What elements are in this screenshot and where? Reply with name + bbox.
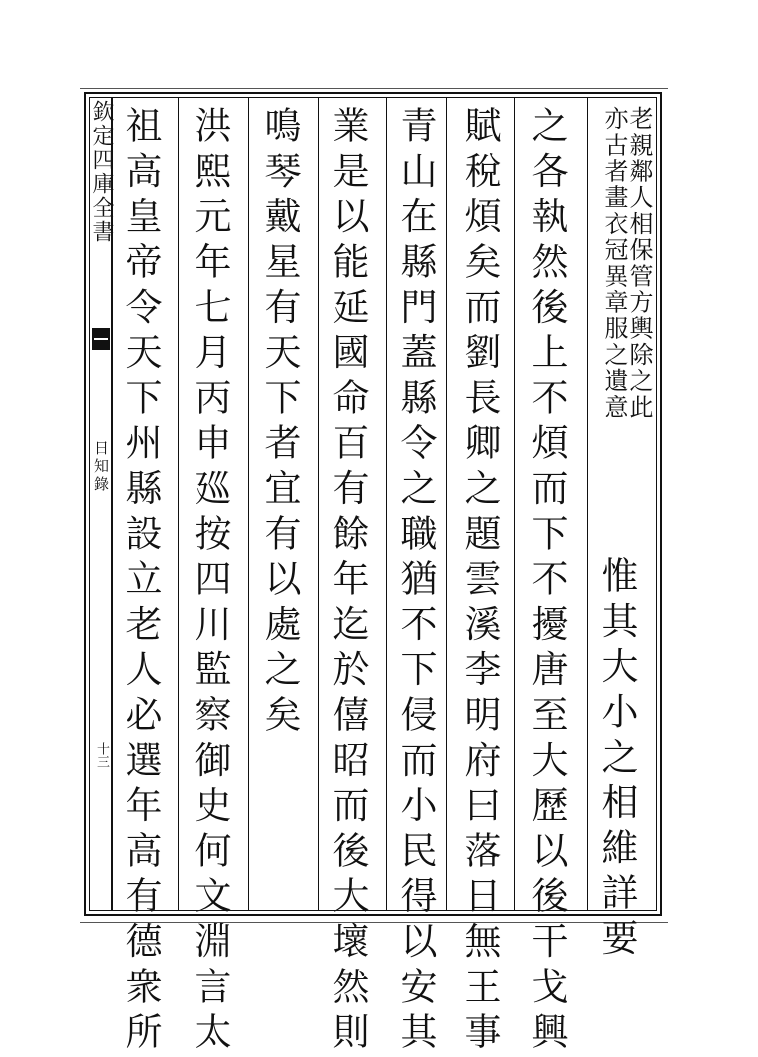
gutter-collection-title: 欽定四庫全書 <box>89 100 114 244</box>
page-frame-inner <box>89 97 657 911</box>
text-column-1-tail: 惟其大小之相維詳要 <box>595 556 638 964</box>
gutter-book-title: 日知錄 <box>92 440 110 494</box>
text-column-4: 青山在縣門蓋縣令之職猶不下侵而小民得以安其 <box>394 106 437 1057</box>
column-rule <box>514 97 515 911</box>
text-column-2: 之各執然後上不煩而下不擾唐至大歷以後干戈興 <box>525 106 568 1057</box>
text-column-6: 鳴琴戴星有天下者宜有以處之矣 <box>258 106 301 741</box>
text-column-3: 賦稅煩矣而劉長卿之題雲溪李明府曰落日無王事 <box>458 106 501 1057</box>
column-rule <box>178 97 179 911</box>
column-rule <box>386 97 387 911</box>
top-border-line <box>80 88 668 89</box>
text-column-8: 祖高皇帝令天下州縣設立老人必選年高有德衆所 <box>119 106 162 1057</box>
column-rule <box>587 97 588 911</box>
gutter-page-number: 十三 <box>94 742 109 768</box>
bottom-border-line <box>80 922 668 923</box>
annotation-column-right: 老親鄰人相保管方輿除之此 <box>625 106 653 421</box>
column-rule <box>318 97 319 911</box>
column-rule <box>446 97 447 911</box>
text-column-7: 洪熙元年七月丙申廵按四川監察御史何文淵言太 <box>188 106 231 1057</box>
column-rule <box>248 97 249 911</box>
annotation-column-left: 亦古者畫衣冠異章服之遺意 <box>600 106 628 421</box>
text-column-5: 業是以能延國命百有餘年迄於僖昭而後大壞然則 <box>326 106 369 1057</box>
fish-tail-mark-icon <box>92 328 110 350</box>
